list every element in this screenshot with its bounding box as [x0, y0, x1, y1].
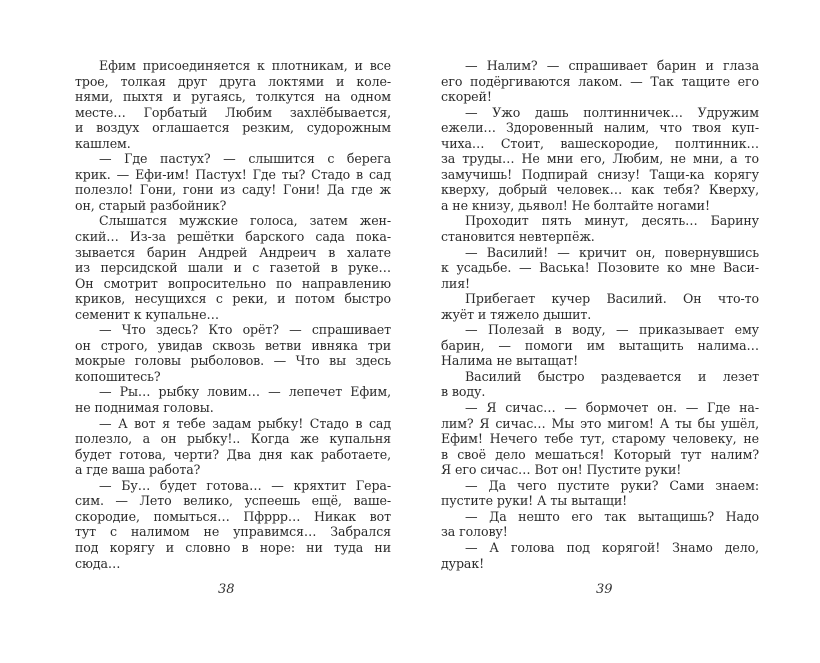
text-line: — Полезай в воду, — приказывает ему: [465, 322, 759, 338]
text-line: Слышатся мужские голоса, затем жен-: [99, 213, 391, 229]
text-line: а не книзу, дьявол! Не болтайте ногами!: [441, 197, 710, 213]
text-line: барин, — помоги им вытащить налима…: [441, 337, 759, 353]
right-page-text: [441, 58, 759, 571]
text-line: полезло! Гони, гони из саду! Гони! Да где ж: [75, 182, 391, 198]
paragraph: [75, 322, 391, 384]
text-line: — А голова под корягой! Знамо дело,: [465, 539, 759, 555]
paragraph: [441, 478, 759, 509]
text-line: будет готова, черти? Два дня как работаете,: [75, 446, 391, 462]
text-line: — Ры… рыбку ловим… — лепечет Ефим,: [99, 384, 391, 400]
paragraph: [75, 58, 391, 151]
paragraph: [441, 291, 759, 322]
text-line: криков, несущихся с реки, и потом быстро: [75, 291, 391, 307]
paragraph: [441, 322, 759, 369]
text-line: семенит к купальне…: [75, 306, 219, 322]
text-line: ежели… Здоровенный налим, что твоя куп-: [441, 120, 759, 136]
text-line: мокрые головы рыболовов. — Что вы здесь: [75, 353, 391, 369]
paragraph: [75, 151, 391, 213]
paragraph: [75, 478, 391, 571]
text-line: дурак!: [441, 555, 485, 571]
text-line: нями, пыхтя и ругаясь, толкутся на одном: [75, 89, 391, 105]
text-line: сим. — Лето велико, успеешь ещё, ваше-: [75, 493, 391, 509]
paragraph: [75, 213, 391, 322]
text-line: — Налим? — спрашивает барин и глаза: [465, 58, 759, 73]
text-line: копошитесь?: [75, 368, 161, 384]
text-line: — Да чего пустите руки? Сами знаем:: [465, 477, 759, 493]
text-line: его подёргиваются лаком. — Так тащите его: [441, 73, 759, 89]
paragraph: [441, 213, 759, 244]
text-line: чиха… Стоит, вашескородие, полтинник…: [441, 135, 759, 151]
text-line: а где ваша работа?: [75, 462, 201, 478]
text-line: под корягу и словно в норе: ни туда ни: [75, 539, 391, 555]
text-line: скорей!: [441, 89, 492, 105]
text-line: к усадьбе. — Васька! Позовите ко мне Васи-: [441, 260, 759, 276]
text-line: Он смотрит вопросительно по направлению: [75, 275, 391, 291]
text-line: — Бу… будет готова… — кряхтит Гера-: [99, 477, 391, 493]
paragraph: [441, 369, 759, 400]
page-number-left: 38: [218, 582, 235, 597]
text-line: крик. — Ефи-им! Пастух! Где ты? Стадо в сад: [75, 166, 391, 182]
paragraph: [75, 416, 391, 478]
text-line: — Я сичас… — бормочет он. — Где на-: [465, 400, 759, 416]
text-line: лия!: [441, 275, 470, 291]
text-line: из персидской шали и с газетой в руке…: [75, 260, 391, 276]
text-line: пустите руки! А ты вытащи!: [441, 493, 628, 509]
text-line: в воду.: [441, 384, 486, 400]
text-line: жуёт и тяжело дышит.: [441, 306, 592, 322]
text-line: Я его сичас… Вот он! Пустите руки!: [441, 462, 682, 478]
left-page-text: [75, 58, 391, 571]
text-line: Василий быстро раздевается и лезет: [465, 368, 759, 384]
text-line: тут с налимом не управимся… Забрался: [75, 524, 391, 540]
text-line: кверху, добрый человек… как тебя? Кверху,: [441, 182, 759, 198]
text-line: ский… Из-за решётки барского сада пока-: [75, 229, 391, 245]
text-line: и воздух оглашается резким, судорожным: [75, 120, 391, 136]
paragraph: [441, 58, 759, 105]
text-line: не поднимая головы.: [75, 400, 214, 416]
text-line: за труды… Не мни его, Любим, не мни, а то: [441, 151, 759, 167]
text-line: Проходит пять минут, десять… Барину: [465, 213, 759, 229]
text-line: трое, толкая друг друга локтями и коле-: [75, 73, 391, 89]
paragraph: [441, 540, 759, 571]
text-line: Прибегает кучер Василий. Он что-то: [465, 291, 759, 307]
paragraph: [441, 400, 759, 478]
text-line: — Василий! — кричит он, повернувшись: [465, 244, 759, 260]
paragraph: [441, 509, 759, 540]
text-line: Ефим присоединяется к плотникам, и все: [99, 58, 391, 73]
text-line: Ефим! Нечего тебе тут, старому человеку, не: [441, 431, 759, 447]
text-line: кашлем.: [75, 135, 131, 151]
text-line: в своё дело мешаться! Который тут налим?: [441, 446, 759, 462]
page-number-right: 39: [596, 582, 613, 597]
text-line: — А вот я тебе задам рыбку! Стадо в сад: [99, 415, 391, 431]
paragraph: [441, 245, 759, 292]
paragraph: [75, 384, 391, 415]
text-line: Налима не вытащат!: [441, 353, 579, 369]
text-line: за голову!: [441, 524, 508, 540]
text-line: — Да нешто его так вытащишь? Надо: [465, 508, 759, 524]
text-line: — Где пастух? — слышится с берега: [99, 151, 391, 167]
text-line: зывается барин Андрей Андреич в халате: [75, 244, 391, 260]
text-line: замучишь! Подпирай снизу! Тащи-ка корягу: [441, 166, 759, 182]
text-line: — Что здесь? Кто орёт? — спрашивает: [99, 322, 391, 338]
paragraph: [441, 105, 759, 214]
text-line: он, старый разбойник?: [75, 197, 227, 213]
text-line: — Ужо дашь полтинничек… Удружим: [465, 104, 759, 120]
text-line: скородие, помыться… Пфррр… Никак вот: [75, 508, 391, 524]
text-line: сюда…: [75, 555, 121, 571]
text-line: лим? Я сичас… Мы это мигом! А ты бы ушёл,: [441, 415, 759, 431]
text-line: он строго, увидав сквозь ветви ивняка три: [75, 337, 391, 353]
text-line: полезло, а он рыбку!.. Когда же купальня: [75, 431, 391, 447]
text-line: месте… Горбатый Любим захлёбывается,: [75, 104, 391, 120]
text-line: становится невтерпёж.: [441, 229, 595, 245]
